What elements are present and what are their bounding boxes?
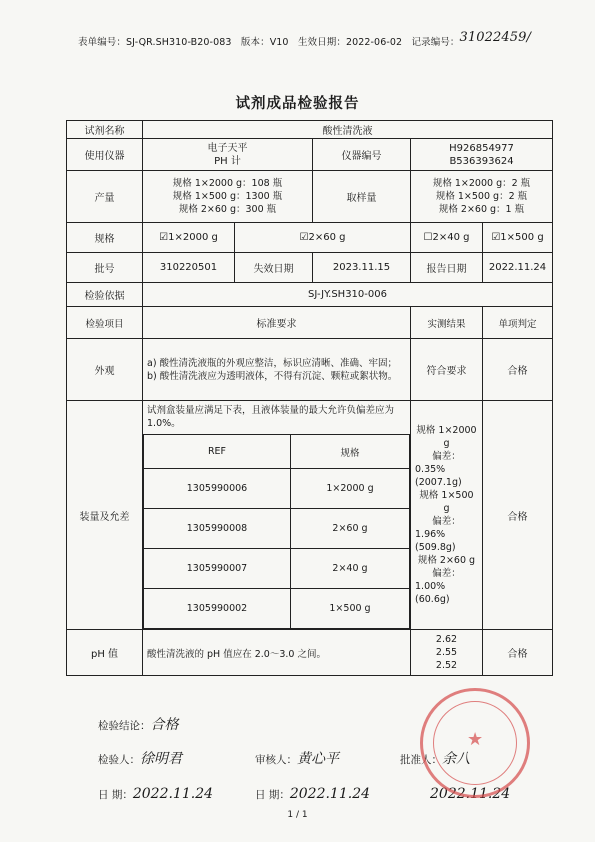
report-table xyxy=(66,120,553,676)
sample-3: 规格 2×60 g：1 瓶 xyxy=(438,204,525,215)
fill-ref-table xyxy=(143,434,410,629)
spec-label: 规格 xyxy=(67,223,143,253)
inspector-label: 检验人： xyxy=(98,754,140,766)
spec-option-2x60: ☑2×60 g xyxy=(235,223,411,253)
ph-value: 2.62 xyxy=(435,634,458,645)
batch-value: 310220501 xyxy=(143,253,235,283)
ph-result xyxy=(411,630,483,676)
date-signature-1: 2022.11.24 xyxy=(132,786,214,802)
form-header xyxy=(78,30,531,49)
fill-result-line: 0.35% (2007.1g) xyxy=(415,464,462,488)
output-1: 规格 1×2000 g：108 瓶 xyxy=(172,178,283,189)
reagent-name-label: 试剂名称 xyxy=(67,121,143,139)
appearance-result: 符合要求 xyxy=(411,339,483,401)
effective-date: 2022-06-02 xyxy=(345,37,403,48)
ph-value: 2.52 xyxy=(435,660,458,671)
sample-cell xyxy=(411,171,553,223)
date-signature-2: 2022.11.24 xyxy=(289,786,371,802)
output-2: 规格 1×500 g：1300 瓶 xyxy=(172,191,283,202)
fill-result-line: 1.00% (60.6g) xyxy=(415,581,450,605)
output-label: 产量 xyxy=(67,171,143,223)
instrument-no-cell xyxy=(411,139,553,171)
approver-label: 批准人： xyxy=(400,754,442,766)
fill-ref: 1305990002 xyxy=(144,589,291,629)
instrument-1: 电子天平 xyxy=(207,142,248,154)
fill-result-line: 1.96% (509.8g) xyxy=(415,529,456,553)
page-title: 试剂成品检验报告 xyxy=(235,96,360,112)
instrument-no-1: H926854977 xyxy=(449,142,514,154)
date-label: 日 期： xyxy=(255,789,290,801)
form-no-label: 表单编号： xyxy=(78,37,127,48)
fill-result-line: 偏差： xyxy=(432,451,461,462)
instrument-label: 使用仪器 xyxy=(67,139,143,171)
appearance-std: a) 酸性清洗液瓶的外观应整洁，标识应清晰、准确、牢固；b) 酸性清洗液应为透明液体，不得有沉淀、颗粒或絮状物。 xyxy=(143,339,411,401)
fill-ref: 1305990007 xyxy=(144,549,291,589)
instrument-2: PH 计 xyxy=(214,155,241,167)
sample-label: 取样量 xyxy=(313,171,411,223)
date-label: 日 期： xyxy=(98,789,133,801)
spec-option-1x2000: ☑1×2000 g xyxy=(143,223,235,253)
sample-2: 规格 1×500 g：2 瓶 xyxy=(435,191,528,202)
expiry-label: 失效日期 xyxy=(235,253,313,283)
appearance-label: 外观 xyxy=(67,339,143,401)
fill-spec-header: 规格 xyxy=(290,435,409,469)
col-result-header: 实测结果 xyxy=(411,307,483,339)
date-signature-3: 2022.11.24 xyxy=(430,786,511,802)
fill-result-line: 规格 2×60 g xyxy=(417,555,476,566)
fill-verdict: 合格 xyxy=(483,401,553,630)
ph-label: pH 值 xyxy=(67,630,143,676)
instrument-no-label: 仪器编号 xyxy=(313,139,411,171)
fill-spec: 1×2000 g xyxy=(290,469,409,509)
effective-label: 生效日期： xyxy=(297,37,346,48)
basis-label: 检验依据 xyxy=(67,283,143,307)
spec-option-1x500: ☑1×500 g xyxy=(483,223,553,253)
page-number: 1 / 1 xyxy=(287,810,308,820)
appearance-verdict: 合格 xyxy=(483,339,553,401)
col-item-header: 检验项目 xyxy=(67,307,143,339)
fill-spec: 1×500 g xyxy=(290,589,409,629)
col-std-header: 标准要求 xyxy=(143,307,411,339)
company-seal xyxy=(420,688,530,798)
date-line-1 xyxy=(98,786,213,802)
fill-ref: 1305990008 xyxy=(144,509,291,549)
reagent-name: 酸性清洗液 xyxy=(143,121,553,139)
date-line-2 xyxy=(255,786,370,802)
instrument-no-2: B536393624 xyxy=(449,155,514,167)
ph-value: 2.55 xyxy=(435,647,458,658)
ph-verdict: 合格 xyxy=(483,630,553,676)
record-label: 记录编号： xyxy=(411,37,460,48)
fill-ref: 1305990006 xyxy=(144,469,291,509)
fill-result xyxy=(411,401,483,630)
fill-result-line: 偏差： xyxy=(432,516,461,527)
fill-std-cell xyxy=(143,401,411,630)
seal-star-icon: ★ xyxy=(467,729,484,750)
fill-result-line: 偏差： xyxy=(432,568,461,579)
fill-spec: 2×40 g xyxy=(290,549,409,589)
version: V10 xyxy=(269,37,289,48)
reviewer-signature: 黄心平 xyxy=(297,751,339,767)
fill-spec: 2×60 g xyxy=(290,509,409,549)
report-date-value: 2022.11.24 xyxy=(483,253,553,283)
batch-label: 批号 xyxy=(67,253,143,283)
version-label: 版本： xyxy=(240,37,270,48)
fill-result-line: 规格 1×2000 g xyxy=(416,425,477,449)
expiry-value: 2023.11.15 xyxy=(313,253,411,283)
inspector-signature: 徐明君 xyxy=(140,751,182,767)
report-date-label: 报告日期 xyxy=(411,253,483,283)
ph-std: 酸性清洗液的 pH 值应在 2.0～3.0 之间。 xyxy=(143,630,411,676)
conclusion-signature: 合格 xyxy=(150,717,179,733)
inspector-line xyxy=(98,748,182,768)
reviewer-label: 审核人： xyxy=(255,754,297,766)
output-3: 规格 2×60 g：300 瓶 xyxy=(178,204,277,215)
reviewer-line xyxy=(255,748,339,768)
record-no: 31022459/ xyxy=(459,30,531,45)
approver-signature: 余八 xyxy=(442,751,470,767)
fill-label: 装量及允差 xyxy=(67,401,143,630)
fill-ref-header: REF xyxy=(144,435,291,469)
output-cell xyxy=(143,171,313,223)
spec-option-2x40: ☐2×40 g xyxy=(411,223,483,253)
sample-1: 规格 1×2000 g：2 瓶 xyxy=(432,178,531,189)
instrument-cell xyxy=(143,139,313,171)
fill-std: 试剂盒装量应满足下表，且液体装量的最大允许负偏差应为 1.0%。 xyxy=(147,405,395,429)
conclusion-line xyxy=(98,714,179,734)
conclusion-label: 检验结论： xyxy=(98,720,151,732)
form-no: SJ-QR.SH310-B20-083 xyxy=(126,37,232,48)
col-verdict-header: 单项判定 xyxy=(483,307,553,339)
fill-result-line: 规格 1×500 g xyxy=(419,490,474,514)
basis-value: SJ-JY.SH310-006 xyxy=(143,283,553,307)
